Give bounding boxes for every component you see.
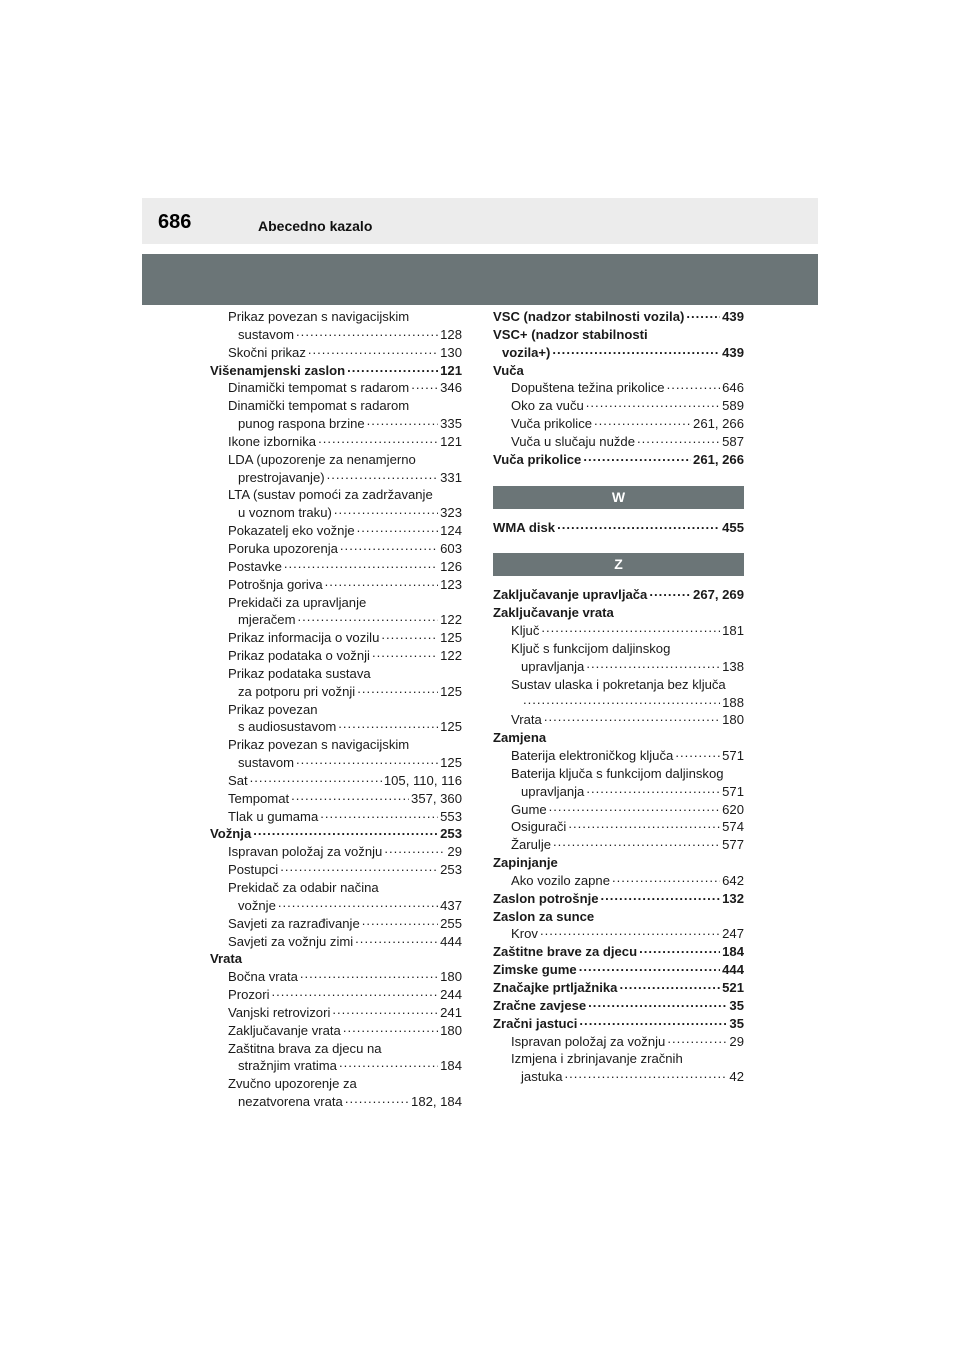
- page-ref: 261, 266: [693, 416, 744, 432]
- page-ref: 346: [440, 380, 462, 396]
- page-ref: 444: [722, 962, 744, 978]
- header-band: [142, 254, 818, 305]
- page-ref: 439: [722, 309, 744, 324]
- index-entry: Ikone izbornika ..... 121: [210, 433, 462, 451]
- page-ref: 42: [729, 1069, 744, 1085]
- index-entry: stražnjim vratima ..... 184: [210, 1057, 462, 1075]
- index-entry: jastuka ..... 42: [493, 1068, 744, 1086]
- index-entry: Dopuštena težina prikolice ..... 646: [493, 379, 744, 397]
- index-entry: Prozori ..... 244: [210, 986, 462, 1004]
- index-heading: Vrata: [210, 951, 243, 967]
- page-ref: 182, 184: [411, 1094, 462, 1110]
- page-ref: 253: [440, 862, 462, 878]
- page-ref: 587: [722, 433, 744, 449]
- index-heading: Vožnja ..... 253: [210, 825, 462, 843]
- index-entry: Savjeti za vožnju zimi ..... 444: [210, 933, 462, 951]
- page-ref: 241: [440, 1004, 462, 1020]
- page-ref: 180: [440, 969, 462, 985]
- page-ref: 553: [440, 808, 462, 824]
- index-entry: Prikaz informacija o vozilu ..... 125: [210, 629, 462, 647]
- page-ref: 181: [722, 623, 744, 639]
- index-heading: Zračne zavjese ..... 35: [493, 997, 744, 1015]
- index-heading: Značajke prtljažnika ..... 521: [493, 979, 744, 997]
- section-letter-w: W: [493, 486, 744, 509]
- page-ref: 105, 110, 116: [383, 772, 462, 788]
- index-entry: za potporu pri vožnji ..... 125: [210, 683, 462, 701]
- index-entry: sustavom ..... 125: [210, 754, 462, 772]
- page-ref: 125: [440, 755, 462, 771]
- index-entry: Gume ..... 620: [493, 801, 744, 819]
- index-heading: Zaključavanje vrata: [493, 605, 614, 621]
- page-ref: 180: [440, 1022, 462, 1038]
- page-ref: 571: [722, 748, 744, 764]
- page-ref: 188: [722, 694, 744, 710]
- index-entry: Prekidači za upravljanje: [228, 594, 367, 610]
- index-heading: vozila+) ..... 439: [493, 344, 744, 362]
- index-entry: Prikaz povezan s navigacijskim: [228, 737, 410, 753]
- page-ref: 255: [440, 915, 462, 931]
- page-ref: 122: [440, 648, 462, 664]
- index-entry: Potrošnja goriva ..... 123: [210, 576, 462, 594]
- index-entry: Ključ s funkcijom daljinskog: [511, 640, 671, 656]
- index-entry: nezatvorena vrata ..... 182, 184: [210, 1093, 462, 1111]
- page-ref: 184: [722, 944, 744, 960]
- index-entry: u voznom traku) ..... 323: [210, 504, 462, 522]
- index-entry: Prikaz podataka o vožnji ..... 122: [210, 647, 462, 665]
- page-ref: 455: [722, 519, 744, 535]
- index-entry: Izmjena i zbrinjavanje zračnih: [511, 1051, 683, 1067]
- index-entry: Prikaz podataka sustava: [228, 665, 371, 681]
- index-entry: Postavke ..... 126: [210, 558, 462, 576]
- index-entry: Pokazatelj eko vožnje ..... 124: [210, 522, 462, 540]
- index-entry: Vuča u slučaju nužde ..... 587: [493, 433, 744, 451]
- index-heading: Zimske gume ..... 444: [493, 961, 744, 979]
- page-ref: 439: [722, 344, 744, 360]
- index-heading: Zračni jastuci ..... 35: [493, 1015, 744, 1033]
- index-entry: Zaštitna brava za djecu na: [228, 1040, 382, 1056]
- index-entry: Baterija elektroničkog ključa ..... 571: [493, 747, 744, 765]
- index-heading: Zapinjanje: [493, 855, 558, 871]
- index-entry: Oko za vuču ..... 589: [493, 397, 744, 415]
- index-entry: Dinamički tempomat s radarom ..... 346: [210, 379, 462, 397]
- page-ref: 335: [440, 416, 462, 432]
- page-ref: 126: [440, 558, 462, 574]
- section-letter-z: Z: [493, 553, 744, 576]
- index-entry: LTA (sustav pomoći za zadržavanje: [228, 487, 433, 503]
- page-ref: 253: [440, 826, 462, 842]
- page-ref: 589: [722, 398, 744, 414]
- page-ref: 180: [722, 712, 744, 728]
- index-entry: LDA (upozorenje za nenamjerno: [228, 451, 416, 467]
- index-entry: Prikaz povezan: [228, 701, 318, 717]
- index-entry: Savjeti za razrađivanje ..... 255: [210, 915, 462, 933]
- index-heading: WMA disk ..... 455: [493, 519, 744, 537]
- page-ref: 123: [440, 576, 462, 592]
- index-column-right: [493, 308, 744, 1086]
- index-heading: VSC (nadzor stabilnosti vozila) ..... 439: [493, 308, 744, 326]
- page-header: [142, 198, 818, 244]
- index-heading: Zaštitne brave za djecu ..... 184: [493, 943, 744, 961]
- index-entry: Vrata ..... 180: [493, 711, 744, 729]
- page-ref: 35: [729, 997, 744, 1013]
- index-entry: Sustav ulaska i pokretanja bez ključa: [511, 676, 726, 692]
- page-ref: 138: [722, 658, 744, 674]
- page-ref: 577: [722, 837, 744, 853]
- index-entry: Sat ..... 105, 110, 116: [210, 772, 462, 790]
- index-entry: Prekidač za odabir načina: [228, 880, 379, 895]
- index-heading: Zamjena: [493, 730, 547, 746]
- page-ref: 132: [722, 890, 744, 906]
- index-entry: Žarulje ..... 577: [493, 836, 744, 854]
- page-ref: 121: [440, 433, 462, 449]
- page-ref: 121: [440, 362, 462, 378]
- page-title: Abecedno kazalo: [258, 218, 373, 234]
- page-ref: 128: [440, 326, 462, 342]
- index-entry: Zvučno upozorenje za: [228, 1076, 357, 1092]
- index-entry: Ispravan položaj za vožnju ..... 29: [210, 843, 462, 861]
- index-entry: s audiosustavom ..... 125: [210, 718, 462, 736]
- index-heading: Zaključavanje upravljača ..... 267, 269: [493, 586, 744, 604]
- index-entry: vožnje ..... 437: [210, 897, 462, 915]
- index-column-left: [210, 308, 462, 1111]
- index-entry: Krov ..... 247: [493, 925, 744, 943]
- page-number: 686: [158, 211, 192, 233]
- page-ref: 261, 266: [693, 451, 744, 467]
- page-ref: 29: [729, 1033, 744, 1049]
- index-entry: Dinamički tempomat s radarom: [228, 398, 410, 414]
- page-ref: 603: [440, 540, 462, 556]
- index-entry: upravljanja ..... 138: [493, 658, 744, 676]
- page-ref: 247: [722, 926, 744, 942]
- page-ref: 646: [722, 380, 744, 396]
- index-entry: Osigurači ..... 574: [493, 818, 744, 836]
- index-entry: Zaključavanje vrata ..... 180: [210, 1022, 462, 1040]
- index-entry: Poruka upozorenja ..... 603: [210, 540, 462, 558]
- index-heading: VSC+ (nadzor stabilnosti: [493, 326, 648, 342]
- page-ref: 125: [440, 719, 462, 735]
- page-ref: 125: [440, 683, 462, 699]
- page-ref: 323: [440, 505, 462, 521]
- index-heading: Vuča: [493, 362, 524, 378]
- page-ref: 184: [440, 1058, 462, 1074]
- page-ref: 521: [722, 980, 744, 995]
- index-heading: Zaslon za sunce: [493, 908, 595, 924]
- index-entry: sustavom ..... 128: [210, 326, 462, 344]
- index-entry: Postupci ..... 253: [210, 861, 462, 879]
- index-entry: Baterija ključa s funkcijom daljinskog: [511, 765, 724, 781]
- index-entry: mjeračem ..... 122: [210, 611, 462, 629]
- page-ref: 620: [722, 801, 744, 817]
- page-ref: 124: [440, 523, 462, 539]
- index-entry: Prikaz povezan s navigacijskim: [228, 309, 410, 324]
- index-entry: Ako vozilo zapne ..... 642: [493, 872, 744, 890]
- index-heading: Vuča prikolice ..... 261, 266: [493, 451, 744, 469]
- page-ref: 571: [722, 783, 744, 799]
- index-entry: Ispravan položaj za vožnju ..... 29: [493, 1033, 744, 1051]
- index-entry: Tempomat ..... 357, 360: [210, 790, 462, 808]
- index-entry: Vuča prikolice ..... 261, 266: [493, 415, 744, 433]
- page-ref: 444: [440, 933, 462, 949]
- index-entry: Bočna vrata ..... 180: [210, 968, 462, 986]
- index-entry: Vanjski retrovizori ..... 241: [210, 1004, 462, 1022]
- page-ref: 122: [440, 612, 462, 628]
- index-heading: Višenamjenski zaslon ..... 121: [210, 362, 462, 380]
- index-entry: Skočni prikaz ..... 130: [210, 344, 462, 362]
- index-entry: Tlak u gumama ..... 553: [210, 808, 462, 826]
- index-entry: upravljanja ..... 571: [493, 783, 744, 801]
- page-ref: 35: [729, 1015, 744, 1031]
- page-ref: 437: [440, 897, 462, 913]
- page-ref: 130: [440, 344, 462, 360]
- page-ref: 29: [447, 844, 462, 860]
- page-ref: 574: [722, 819, 744, 835]
- page-ref: 357, 360: [411, 790, 462, 806]
- index-entry: prestrojavanje) ..... 331: [210, 469, 462, 487]
- page-ref: 331: [440, 469, 462, 485]
- page-ref: 125: [440, 630, 462, 646]
- page-ref: 642: [722, 872, 744, 888]
- page-ref: 244: [440, 987, 462, 1003]
- index-entry: punog raspona brzine ..... 335: [210, 415, 462, 433]
- page-ref: 267, 269: [693, 587, 744, 603]
- index-heading: Zaslon potrošnje ..... 132: [493, 890, 744, 908]
- index-entry: Ključ ..... 181: [493, 622, 744, 640]
